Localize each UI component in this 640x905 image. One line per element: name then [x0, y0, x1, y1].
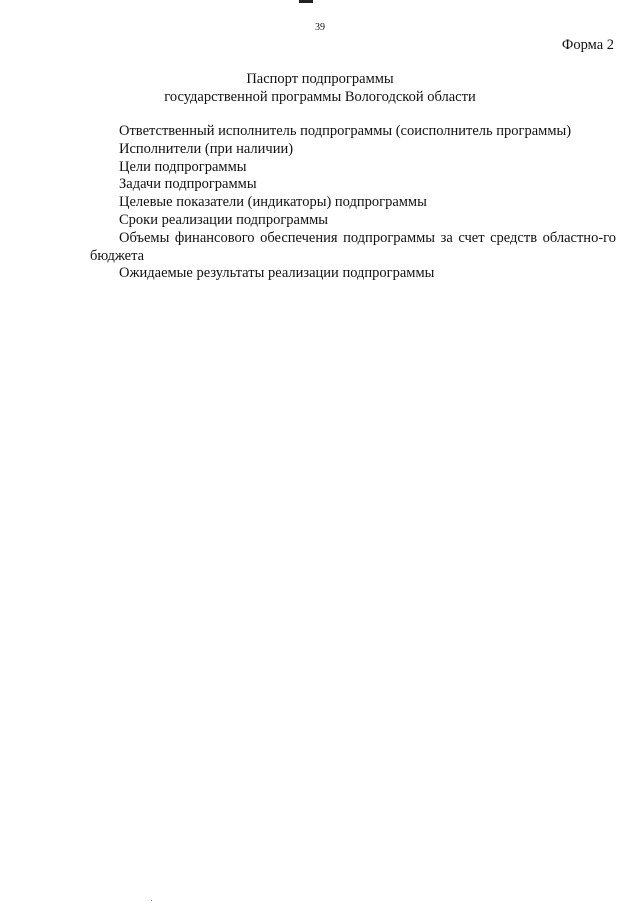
passport-item-expected-results: Ожидаемые результаты реализации подпрограммы [119, 265, 435, 282]
passport-item-responsible-executor: Ответственный исполнитель подпрограммы (соисполнитель программы) [119, 123, 572, 139]
document-title [0, 70, 640, 106]
passport-item-implementation-period: Сроки реализации подпрограммы [119, 211, 329, 228]
passport-item-funding-volume: Объемы финансового обеспечения подпрограммы за счет средств областно-го бюджета [90, 229, 616, 264]
title-line-2: государственной программы Вологодской области [164, 89, 476, 105]
passport-item-executors: Исполнители (при наличии) [119, 140, 294, 157]
form-label: Форма 2 [561, 37, 614, 53]
title-line-1: Паспорт подпрограммы [246, 71, 394, 87]
passport-items-list [90, 123, 616, 283]
passport-item-target-indicators: Целевые показатели (индикаторы) подпрограммы [119, 194, 427, 211]
page-number: 39 [315, 22, 325, 33]
scan-speck [151, 900, 152, 901]
page-top-mark [299, 0, 313, 3]
passport-item-tasks: Задачи подпрограммы [119, 176, 257, 193]
passport-item-goals: Цели подпрограммы [119, 158, 247, 175]
